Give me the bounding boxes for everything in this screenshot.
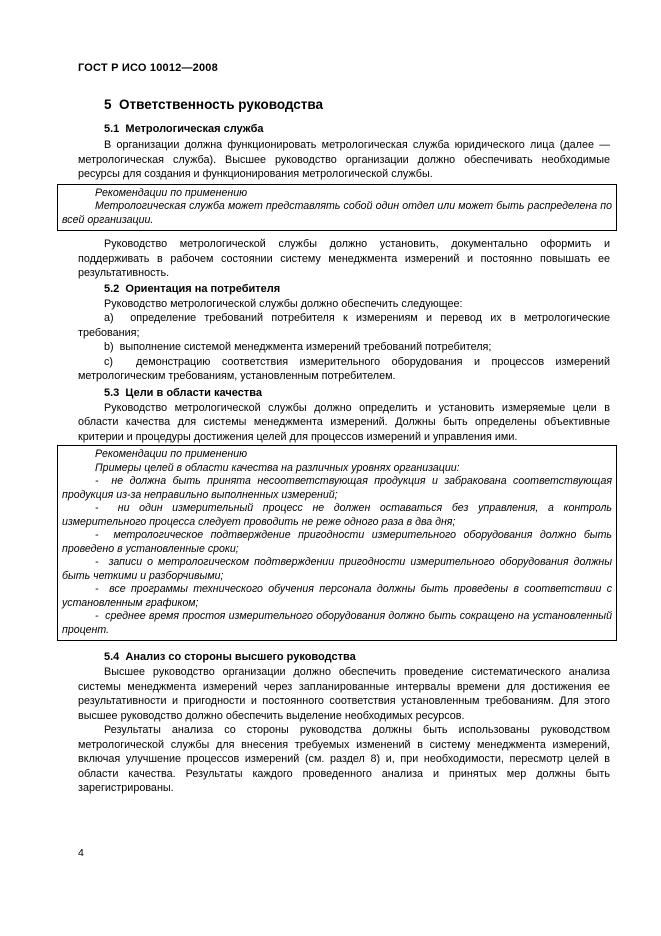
section-5-1-paragraph-2: Руководство метрологической службы должно установить, документально оформить и поддерживать в рабочем состоянии систему менеджмента измерений и постоянно повышать ее результативность. xyxy=(78,238,610,279)
section-5-4-heading: 5.4 Анализ со стороны высшего руководства xyxy=(104,651,356,663)
doc-header-code: ГОСТ Р ИСО 10012—2008 xyxy=(78,62,218,74)
section-5-1-heading: 5.1 Метрологическая служба xyxy=(104,123,264,135)
section-5-4-paragraph-2: Результаты анализа со стороны руководства должны быть использованы руководством метрологической службы для внесения требуемых изменений в систему менеджмента измерений, включая улучшение процессов измерений (см. раздел 8) и, при необходимости, пересмотр целей в области качества. Результаты каждого проведенного анализа и принятых мер должны быть зарегистрированы. xyxy=(78,724,610,794)
section-5-4-paragraph-1: Высшее руководство организации должно обеспечить проведение систематического анализа системы менеджмента измерений через запланированные интервалы времени для достижения ее результативности и пригодности и постоянного соответствия установленным требованиям. Для этого высшее руководство должно обеспечить выделение необходимых ресурсов. xyxy=(78,666,610,722)
list-item-a: a) определение требований потребителя к измерениям и перевод их в метрологические требования; xyxy=(78,312,610,339)
quality-goal-item-3: - метрологическое подтверждение пригодности измерительного оборудования должно быть проведено в установленные сроки; xyxy=(62,529,612,555)
section-5-2-heading: 5.2 Ориентация на потребителя xyxy=(104,282,281,295)
page-content xyxy=(62,62,612,796)
section-5-3-heading: 5.3 Цели в области качества xyxy=(104,386,262,399)
recommendation-box-2-label: Рекомендации по применению xyxy=(95,448,248,460)
section-5-heading: 5 Ответственность руководства xyxy=(104,97,324,112)
list-item-c: c) демонстрацию соответствия измерительного оборудования и процессов измерений метрологическим требованиям, установленным потребителем. xyxy=(78,355,610,382)
page-number: 4 xyxy=(78,847,84,859)
recommendation-box-1 xyxy=(57,184,617,232)
quality-goal-item-1: - не должна быть принята несоответствующая продукция и забракована соответствующая продукция из-за неправильно выполненных измерений; xyxy=(62,475,612,501)
recommendation-box-2-intro: Примеры целей в области качества на различных уровнях организации: xyxy=(95,461,460,474)
section-5-1-paragraph-1: В организации должна функционировать метрологическая служба юридического лица (далее — метрологическая служба). Высшее руководство организации должно обеспечивать необходимые ресурсы для создания и функционирования метрологической службы. xyxy=(78,139,610,180)
quality-goal-item-6: - среднее время простоя измерительного оборудования должно быть сокращено на установленный процент. xyxy=(62,610,612,636)
quality-goal-item-5: - все программы технического обучения персонала должны быть проведены в соответствии с установленным графиком; xyxy=(62,583,612,609)
recommendation-box-2 xyxy=(57,445,617,641)
recommendation-box-1-text: Метрологическая служба может представлять собой один отдел или может быть распределена по всей организации. xyxy=(62,200,612,226)
quality-goal-item-4: - записи о метрологическом подтверждении пригодности измерительного оборудования должны быть четкими и разборчивыми; xyxy=(62,556,612,582)
quality-goal-item-2: - ни один измерительный процесс не должен оставаться без управления, а контроль измерительного процесса следует проводить не реже одного раза в два дня; xyxy=(62,502,612,528)
section-5-2-intro: Руководство метрологической службы должно обеспечить следующее: xyxy=(104,297,463,310)
recommendation-box-1-label: Рекомендации по применению xyxy=(95,186,248,199)
section-5-3-paragraph: Руководство метрологической службы должно определить и установить измеряемые цели в области качества для системы менеджмента измерений. Должны быть определены объективные критерии и процедуры достижения целей для процессов измерений и управления ими. xyxy=(78,401,610,443)
list-item-b: b) выполнение системой менеджмента измерений требований потребителя; xyxy=(104,341,492,353)
